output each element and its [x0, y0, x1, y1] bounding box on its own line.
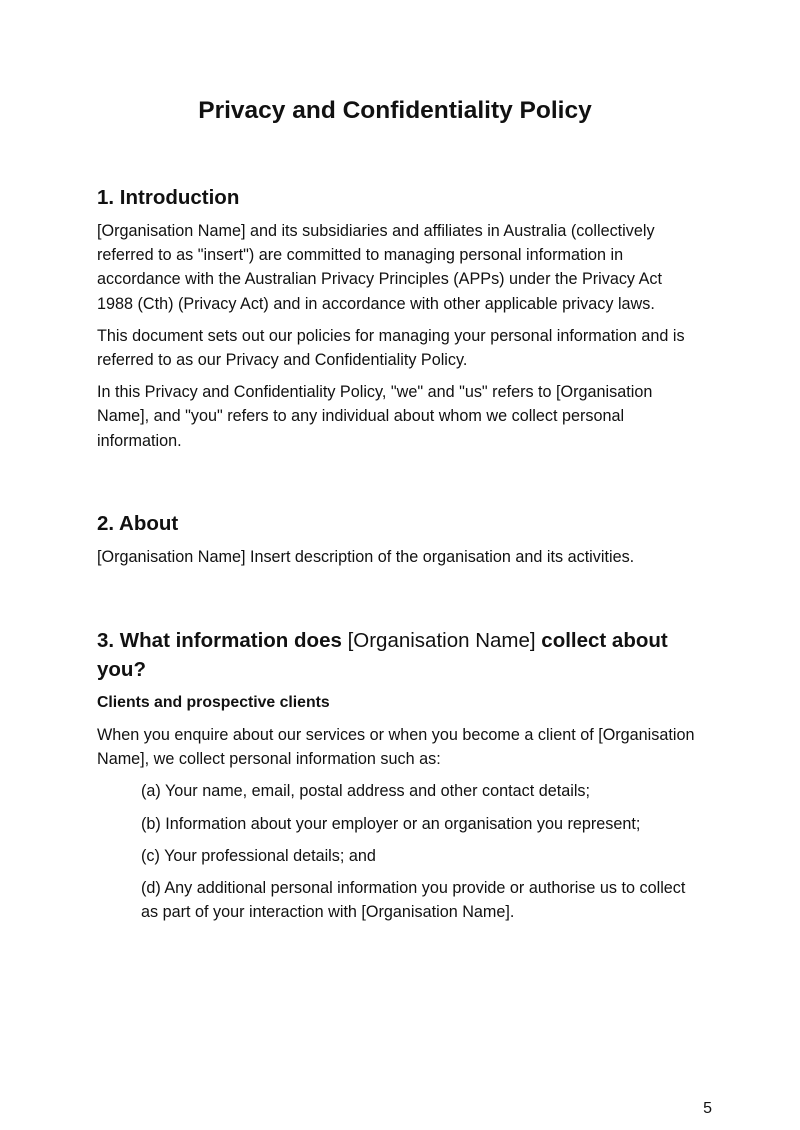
- heading-part: collect about you?: [97, 629, 668, 681]
- section-information-collected: [97, 627, 697, 932]
- list-item: (b) Information about your employer or an organisation you represent;: [141, 814, 641, 833]
- paragraph: [Organisation Name] and its subsidiaries and affiliates in Australia (collectively referred to as "insert") are committed to managing personal information in accordance with the Australian Privacy Principles (APPs) under the Privacy Act 1988 (Cth) (Privacy Act) and in accordance with other applicable privacy laws.: [97, 222, 663, 313]
- section-about: [97, 510, 697, 577]
- page-title: Privacy and Confidentiality Policy: [198, 97, 592, 124]
- paragraph: This document sets out our policies for managing your personal information and is referred to as our Privacy and Confidentiality Policy.: [97, 326, 685, 370]
- paragraph: In this Privacy and Confidentiality Policy, "we" and "us" refers to [Organisation Name], and "you" refers to any individual about whom we collect personal information.: [97, 383, 653, 450]
- section-heading: [97, 627, 697, 684]
- list-item: (d) Any additional personal information you provide or authorise us to collect as part of your interaction with [Organisation Name].: [141, 879, 686, 922]
- list-item: (c) Your professional details; and: [141, 846, 376, 865]
- list-item: (a) Your name, email, postal address and other contact details;: [141, 782, 591, 801]
- paragraph: When you enquire about our services or when you become a client of [Organisation Name], we collect personal information such as:: [97, 726, 695, 769]
- paragraph: [Organisation Name] Insert description of the organisation and its activities.: [97, 548, 635, 566]
- section-heading: 1. Introduction: [97, 186, 240, 209]
- information-list: [97, 779, 697, 924]
- page-number: 5: [703, 1100, 712, 1117]
- heading-organisation-name: [Organisation Name]: [347, 629, 536, 652]
- section-introduction: [97, 184, 697, 461]
- section-heading: 2. About: [97, 512, 179, 535]
- subheading: Clients and prospective clients: [97, 694, 330, 711]
- heading-part: 3. What information does: [97, 629, 348, 652]
